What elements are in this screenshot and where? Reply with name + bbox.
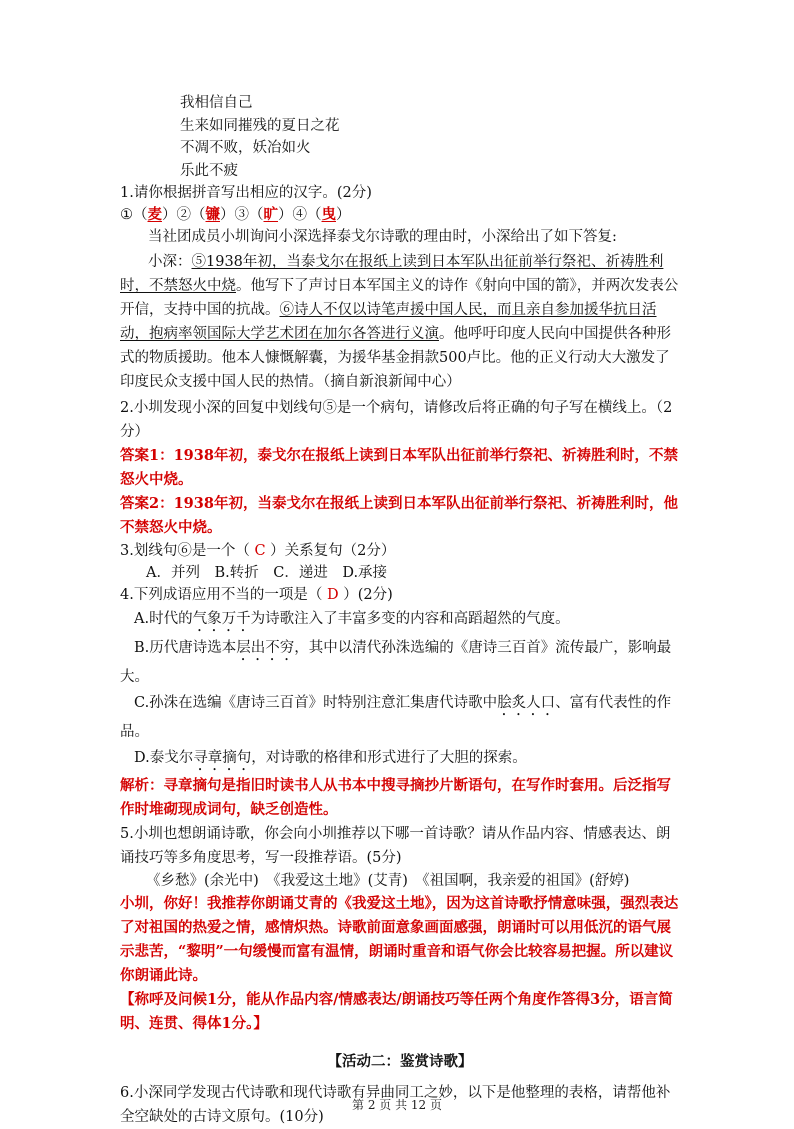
idiom: 层出不穷 xyxy=(236,640,295,656)
answer-char: 旷 xyxy=(263,206,278,223)
option-text: D.泰戈尔 xyxy=(134,750,194,766)
underlined-sentence-5: ⑤1938年初，当泰戈尔在报纸上读到日本军队出征前举行祭祀、祈祷胜利时，不禁怒火中烧 xyxy=(120,254,664,294)
answer-bracket: ①（ xyxy=(120,207,148,223)
answer-bracket: ）③（ xyxy=(220,207,264,223)
question-5: 5.小圳也想朗诵诗歌，你会向小圳推荐以下哪一首诗歌？请从作品内容、情感表达、朗诵技巧等多角度思考，写一段推荐语。(5分) xyxy=(120,826,671,866)
document-body xyxy=(120,92,680,1129)
answer-choice: D xyxy=(326,587,339,603)
poem-choices: 《乡愁》(余光中) 《我爱这土地》(艾青) 《祖国啊，我亲爱的祖国》(舒婷) xyxy=(146,873,630,889)
idiom: 脍炙人口 xyxy=(497,695,556,711)
answer-bracket: ） xyxy=(336,207,351,223)
poem-line: 我相信自己 xyxy=(180,95,253,111)
question-4 xyxy=(120,584,680,606)
option-text: B.历代唐诗选本 xyxy=(134,640,237,656)
answer-choice: C xyxy=(254,543,266,559)
answer-char: 曳 xyxy=(321,206,336,223)
question-1: 1.请你根据拼音写出相应的汉字。(2分) xyxy=(120,185,372,201)
option-text: A.时代的 xyxy=(134,611,193,627)
answer-2: 答案2：1938年初，当泰戈尔在报纸上读到日本军队出征前举行祭祀、祈祷胜利时，他不禁怒火中烧。 xyxy=(120,495,678,536)
passage-text: 。他呼吁印度人民向中国提供各种形式的物质援助。他本人慷慨解囊，为援华基金捐款500卢比。他的正义行动大大激发了印度民众支援中国人民的热情。（摘自新浪新闻中心） xyxy=(120,326,671,390)
poem-line: 生来如同摧残的夏日之花 xyxy=(180,117,340,134)
option-c xyxy=(120,690,680,745)
idiom: 寻章摘句 xyxy=(193,750,252,766)
poem-line: 乐此不疲 xyxy=(180,162,238,179)
question-2: 2.小圳发现小深的回复中划线句⑤是一个病句，请修改后将正确的句子写在横线上。（2分） xyxy=(120,400,673,440)
question-3-options: A．并列 B.转折 C．递进 D.承接 xyxy=(146,565,388,581)
page-footer: 第 2 页 共 12 页 xyxy=(352,1098,442,1112)
poem-line: 不凋不败，妖冶如火 xyxy=(180,140,311,156)
question-text: ）关系复句（2分） xyxy=(265,543,396,559)
question-3 xyxy=(120,540,680,562)
explanation: 解析：寻章摘句是指旧时读书人从书本中搜寻摘抄片断语句，在写作时套用。后泛指写作时堆砌现成词句，缺乏创造性。 xyxy=(120,777,671,818)
answer-bracket: ）②（ xyxy=(162,207,206,223)
idiom: 气象万千 xyxy=(192,611,251,627)
answer-char: 镰 xyxy=(205,206,220,223)
context-intro: 当社团成员小圳询问小深选择泰戈尔诗歌的理由时，小深给出了如下答复: xyxy=(148,229,617,245)
underlined-sentence-6: ⑥诗人不仅以诗笔声援中国人民，而且亲自参加援华抗日活动，抱病率领国际大学艺术团在加尔各答进行义演 xyxy=(120,302,657,342)
option-d xyxy=(120,745,680,774)
context-passage xyxy=(120,250,680,394)
question-1-answers xyxy=(120,204,680,226)
option-text: C.孙洙在选编《唐诗三百首》时特别注意汇集唐代诗歌中 xyxy=(134,695,498,711)
question-text: 4.下列成语应用不当的一项是（ xyxy=(120,587,327,603)
passage-text: 。他写下了声讨日本军国主义的诗作《射向中国的箭》，并两次发表公开信，支持中国的抗战。 xyxy=(120,278,679,318)
speaker-label: 小深： xyxy=(148,254,192,270)
answer-1: 答案1：1938年初，泰戈尔在报纸上读到日本军队出征前举行祭祀、祈祷胜利时，不禁怒火中烧。 xyxy=(120,447,678,488)
section-heading: 【活动二：鉴赏诗歌】 xyxy=(327,1053,473,1070)
answer-char: 麦 xyxy=(147,206,162,223)
option-text: 为诗歌注入了丰富多变的内容和高蹈超然的气度。 xyxy=(250,611,570,627)
option-a xyxy=(120,606,680,635)
question-text: ）(2分) xyxy=(338,587,393,603)
option-text: ，其中以清代孙洙选编的《唐诗三百首》流传最广，影响最大。 xyxy=(120,640,672,685)
scoring-rubric: 【称呼及问候1分，能从作品内容/情感表达/朗诵技巧等任两个角度作答得3分，语言简明、连贯、得体1分。】 xyxy=(120,991,673,1032)
option-text: 、富有代表性的作品。 xyxy=(120,695,672,740)
option-text: ，对诗歌的格律和形式进行了大胆的探索。 xyxy=(251,750,527,766)
answer-bracket: ）④（ xyxy=(278,207,322,223)
poem-excerpt xyxy=(120,92,680,182)
question-6: 6.小深同学发现古代诗歌和现代诗歌有异曲同工之妙，以下是他整理的表格，请帮他补全空缺处的古诗文原句。(10分) xyxy=(120,1085,671,1125)
question-text: 3.划线句⑥是一个（ xyxy=(120,543,255,559)
option-b xyxy=(120,635,680,690)
answer-recommendation: 小圳，你好！我推荐你朗诵艾青的《我爱这土地》，因为这首诗歌抒情意味强，强烈表达了对祖国的热爱之情，感情炽热。诗歌前面意象画面感强，朗诵时可以用低沉的语气展示悲苦，“黎明”一句缓慢而富有温情，朗诵时重音和语气你会比较容易把握。所以建议你朗诵此诗。 xyxy=(120,895,679,984)
